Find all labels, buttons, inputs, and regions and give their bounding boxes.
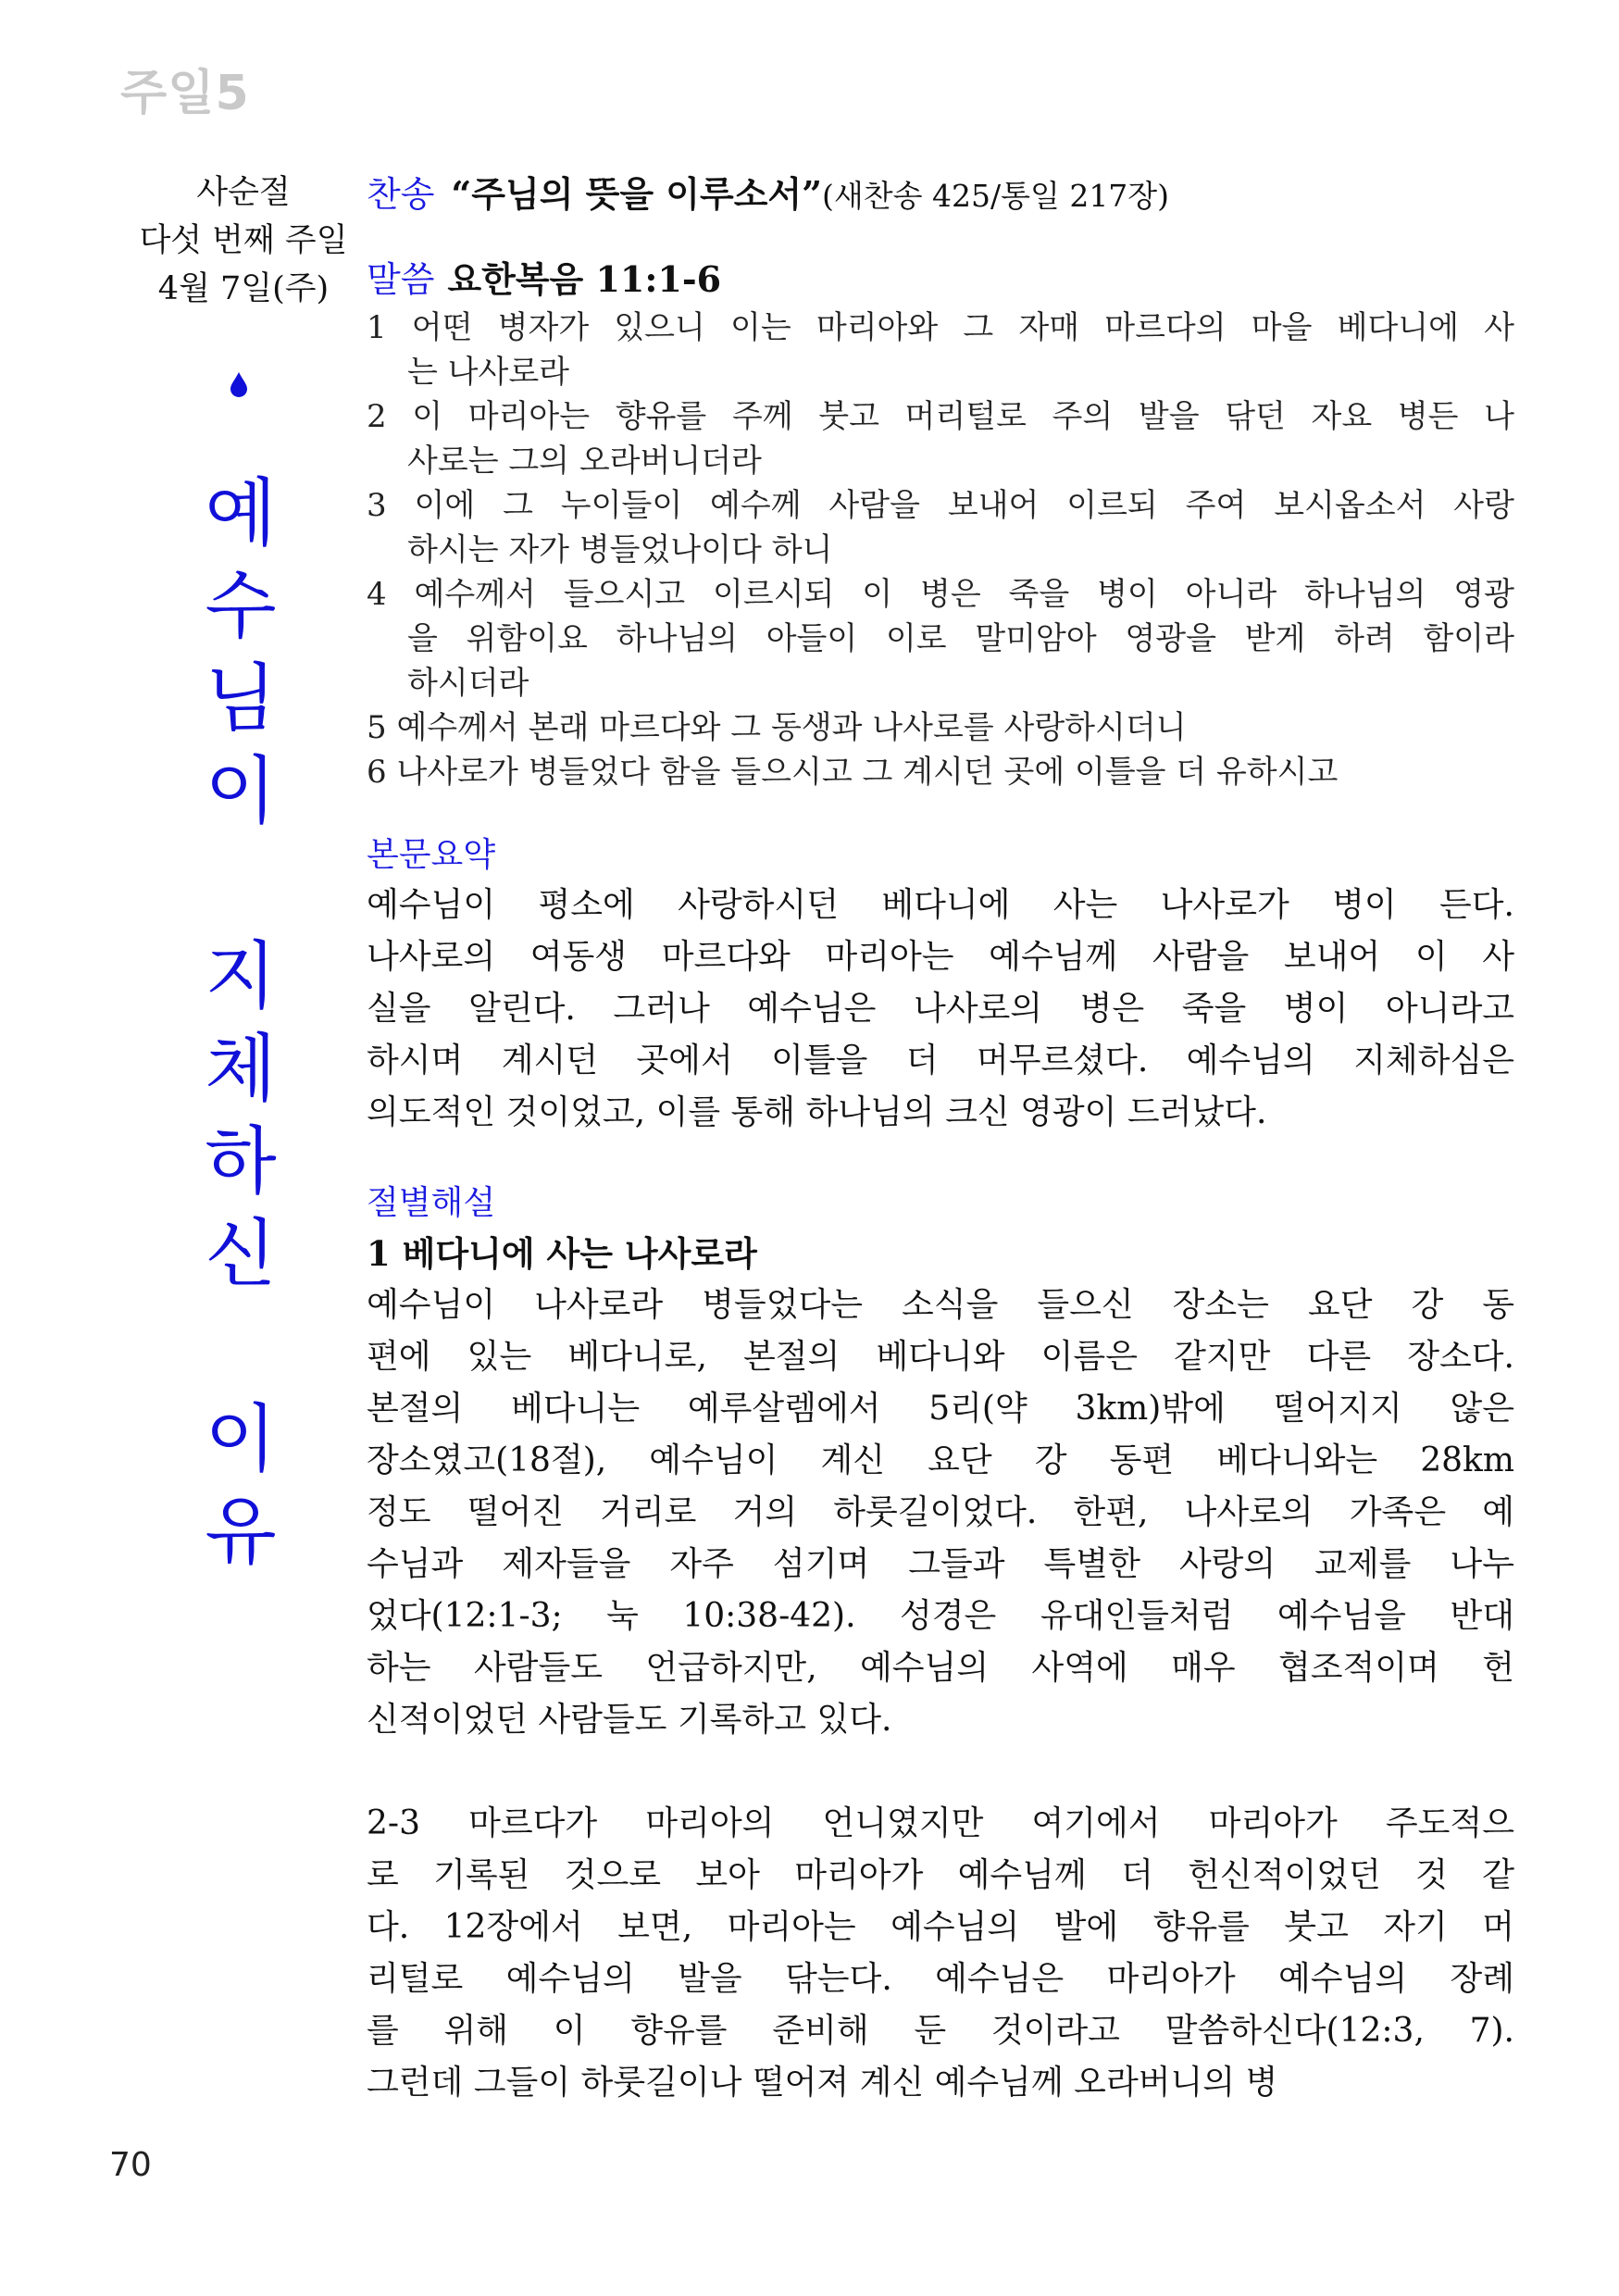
verse-line: 6 나사로가 병들었다 함을 들으시고 그 계시던 곳에 이틀을 더 유하시고 [367, 754, 1339, 791]
text-line: 편에 있는 베다니로, 본절의 베다니와 이름은 같지만 다른 장소다. [367, 1338, 1514, 1376]
summary-label: 본문요약 [367, 836, 496, 874]
scripture-heading [367, 254, 1514, 306]
scripture-verses [367, 306, 1514, 794]
title-gap [194, 838, 287, 930]
text-line: 다. 12장에서 보면, 마리아는 예수님의 발에 향유를 붓고 자기 머 [367, 1908, 1514, 1946]
verse-line: 하시는 자가 병들었나이다 하니 [407, 531, 833, 568]
title-char: 유 [205, 1489, 277, 1575]
text-line: 정도 떨어진 거리로 거의 하룻길이었다. 한편, 나사로의 가족은 예 [367, 1493, 1514, 1531]
water-drop-icon [228, 370, 250, 398]
text-line: 장소였고(18절), 예수님이 계신 요단 강 동편 베다니와는 28km [367, 1441, 1514, 1479]
text-line: 2-3 마르다가 마리아의 언니였지만 여기에서 마리아가 주도적으 [367, 1804, 1514, 1842]
title-char: 님 [205, 655, 277, 742]
text-line: 었다(12:1-3; 눅 10:38-42). 성경은 유대인들처럼 예수님을 반대 [367, 1597, 1514, 1635]
title-gap [194, 1301, 287, 1393]
text-line: 신적이었던 사람들도 기록하고 있다. [367, 1701, 892, 1739]
title-char: 수 [205, 563, 277, 649]
hymn-label: 찬송 [367, 174, 435, 215]
text-line: 하시며 계시던 곳에서 이틀을 더 머무르셨다. 예수님의 지체하심은 [367, 1042, 1514, 1079]
commentary-para1 [367, 1279, 1514, 1746]
week-label: 다섯 번째 주일 [139, 222, 348, 259]
title-char: 예 [205, 470, 277, 556]
commentary-sub1: 1 베다니에 사는 나사로라 [367, 1233, 757, 1274]
text-line: 실을 알린다. 그러나 예수님은 나사로의 병은 죽을 병이 아니라고 [367, 990, 1514, 1028]
verse-line: 을 위함이요 하나님의 아들이 이로 말미암아 영광을 받게 하려 함이라 [407, 620, 1514, 657]
verse-line: 4 예수께서 들으시고 이르시되 이 병은 죽을 병이 아니라 하나님의 영광 [367, 576, 1514, 613]
verse-line: 2 이 마리아는 향유를 주께 붓고 머리털로 주의 발을 닦던 자요 병든 나 [367, 398, 1514, 435]
text-line: 그런데 그들이 하룻길이나 떨어져 계신 예수님께 오라버니의 병 [367, 2064, 1278, 2102]
text-line: 수님과 제자들을 자주 섬기며 그들과 특별한 사랑의 교제를 나누 [367, 1545, 1514, 1583]
text-line: 예수님이 나사로라 병들었다는 소식을 들으신 장소는 요단 강 동 [367, 1286, 1514, 1324]
commentary-label: 절별해설 [367, 1184, 496, 1222]
title-char: 이 [205, 1396, 277, 1482]
text-line: 나사로의 여동생 마르다와 마리아는 예수님께 사람을 보내어 이 사 [367, 938, 1514, 976]
verse-line: 1 어떤 병자가 있으니 이는 마리아와 그 자매 마르다의 마을 베다니에 사 [367, 309, 1514, 346]
main-content [367, 168, 1514, 2109]
title-char: 신 [205, 1211, 277, 1297]
date-label: 4월 7일(주) [157, 270, 330, 307]
verse-line: 3 이에 그 누이들이 예수께 사람을 보내어 이르되 주여 보시옵소서 사랑 [367, 487, 1514, 524]
page-number: 70 [109, 2146, 152, 2184]
text-line: 의도적인 것이었고, 이를 통해 하나님의 크신 영광이 드러났다. [367, 1093, 1267, 1131]
text-line: 예수님이 평소에 사랑하시던 베다니에 사는 나사로가 병이 든다. [367, 886, 1514, 924]
summary-text [367, 880, 1514, 1139]
title-char: 이 [205, 748, 277, 834]
vertical-title [194, 468, 287, 1578]
commentary-para2 [367, 1798, 1514, 2109]
hymn-title: “주님의 뜻을 이루소서” [451, 173, 822, 215]
hymn-line [367, 168, 1514, 222]
verse-line: 사로는 그의 오라버니더라 [407, 443, 762, 480]
season-label: 사순절 [196, 174, 291, 211]
text-line: 로 기록된 것으로 보아 마리아가 예수님께 더 헌신적이었던 것 같 [367, 1856, 1514, 1894]
title-char: 체 [205, 1026, 277, 1112]
title-char: 지 [205, 933, 277, 1019]
text-line: 리털로 예수님의 발을 닦는다. 예수님은 마리아가 예수님의 장례 [367, 1960, 1514, 1998]
title-char: 하 [205, 1118, 277, 1204]
verse-line: 5 예수께서 본래 마르다와 그 동생과 나사로를 사랑하시더니 [367, 709, 1187, 746]
hymn-ref: (새찬송 425/통일 217장) [821, 178, 1170, 214]
scripture-ref: 요한복음 11:1-6 [447, 258, 722, 300]
scripture-label: 말씀 [367, 259, 435, 300]
sidebar-meta [118, 168, 368, 313]
text-line: 를 위해 이 향유를 준비해 둔 것이라고 말씀하신다(12:3, 7). [367, 2012, 1514, 2050]
text-line: 본절의 베다니는 예루살렘에서 5리(약 3km)밖에 떨어지지 않은 [367, 1390, 1514, 1428]
text-line: 하는 사람들도 언급하지만, 예수님의 사역에 매우 협조적이며 헌 [367, 1649, 1514, 1687]
verse-line: 는 나사로라 [407, 354, 570, 391]
verse-line: 하시더라 [407, 665, 529, 702]
page-header-week-label: 주일5 [120, 66, 250, 121]
